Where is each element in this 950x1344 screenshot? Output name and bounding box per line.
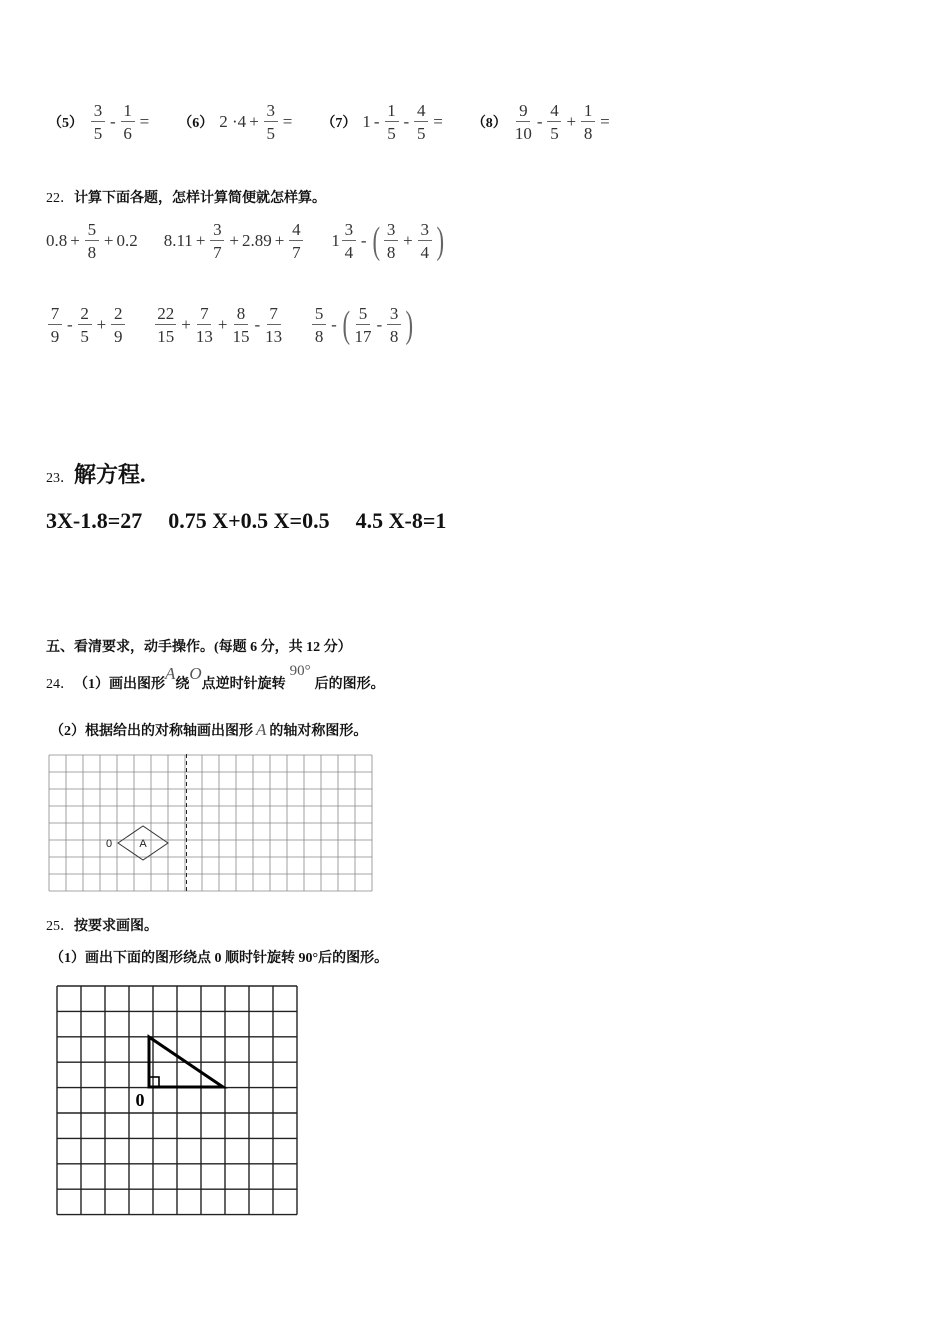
plus-sign: + [70, 231, 80, 250]
fraction: $\frac{1}{8}$ [581, 102, 595, 142]
fraction: $\frac{5}{8}$ [312, 305, 326, 345]
number: 2 ·4 [219, 112, 247, 131]
q24-text-d: 后的图形。 [314, 677, 385, 692]
right-paren: ) [405, 304, 414, 346]
equation-1: 3X-1.8=27 [46, 508, 143, 533]
section-5-title: 五、看清要求，动手操作。(每题 6 分，共 12 分） [46, 640, 352, 655]
grid-diagram-2 [52, 982, 302, 1218]
left-paren: ( [372, 220, 380, 262]
point-o-label: 0 [105, 838, 113, 850]
q24-grid [48, 754, 376, 901]
point-o-label: 0 [135, 1090, 145, 1110]
q25-grid [52, 982, 302, 1223]
minus-sign: - [110, 112, 116, 131]
minus-sign: - [536, 112, 543, 131]
fraction: $\frac{3}{5}$ [264, 102, 278, 142]
q23-heading [46, 458, 146, 489]
equals-sign: = [282, 112, 293, 131]
question-number: 25． [46, 919, 74, 934]
degree-value: 90° [289, 662, 311, 679]
minus-sign: - [360, 231, 367, 250]
q21-label-5: （5） [48, 116, 83, 131]
q24-part-1 [46, 660, 385, 696]
plus-sign: + [249, 112, 259, 131]
q21-label-7: （7） [321, 116, 357, 131]
q24-text-b: 绕 [175, 677, 190, 692]
q25-part-1: （1）画出下面的图形绕点 0 顺时针旋转 90°后的图形。 [50, 951, 389, 966]
number: 1 [331, 231, 340, 250]
symbol-a: A [256, 720, 267, 739]
q25-heading [46, 915, 158, 935]
minus-sign: - [373, 112, 380, 131]
q24-text-e: （2）根据给出的对称轴画出图形 [50, 724, 253, 739]
plus-sign: + [229, 231, 239, 250]
fraction: $\frac{1}{6}$ [121, 102, 135, 142]
fraction: $\frac{2}{5}$ [78, 305, 92, 345]
fraction: $\frac{3}{8}$ [387, 305, 401, 345]
equation-3: 4.5 X-8=1 [355, 508, 447, 533]
question-title: 计算下面各题，怎样计算简便就怎样算。 [74, 191, 326, 206]
symbol-o: O [189, 664, 202, 683]
q21-row [48, 102, 613, 142]
fraction: $\frac{1}{5}$ [385, 102, 399, 142]
minus-sign: - [376, 315, 383, 334]
question-number: 23． [46, 471, 74, 486]
fraction: $\frac{22}{15}$ [157, 304, 175, 346]
number: 1 [362, 112, 371, 131]
q22-row-1 [46, 221, 446, 261]
question-title: 按要求画图。 [74, 919, 158, 934]
q24-text-c: 点逆时针旋转 [201, 677, 286, 692]
grid-lines [49, 755, 372, 891]
minus-sign: - [254, 315, 261, 334]
plus-sign: + [181, 315, 191, 334]
fraction: $\frac{8}{15}$ [232, 304, 250, 346]
fraction: $\frac{3}{4}$ [418, 221, 432, 261]
q22-heading [46, 187, 326, 207]
plus-sign: + [403, 231, 413, 250]
question-title: 解方程. [74, 462, 146, 487]
number: 0.2 [116, 231, 138, 250]
minus-sign: - [403, 112, 410, 131]
plus-sign: + [274, 231, 285, 250]
q24-text-f: 的轴对称图形。 [269, 724, 368, 739]
fraction: $\frac{5}{8}$ [85, 221, 99, 261]
fraction: $\frac{3}{7}$ [210, 221, 224, 261]
q21-label-8: （8） [471, 116, 507, 131]
fraction: $\frac{5}{17}$ [354, 304, 372, 346]
fraction: $\frac{4}{7}$ [289, 221, 303, 261]
minus-sign: - [331, 315, 337, 334]
q24-text-a: （1）画出图形 [74, 677, 165, 692]
plus-sign: + [103, 231, 114, 250]
fraction: $\frac{3}{4}$ [342, 221, 356, 261]
equation-2: 0.75 X+0.5 X=0.5 [168, 508, 330, 533]
fraction: $\frac{7}{13}$ [195, 304, 213, 346]
fraction: $\frac{2}{9}$ [111, 305, 125, 345]
fraction: $\frac{3}{5}$ [91, 102, 105, 142]
number: 0.8 [46, 231, 68, 250]
left-paren: ( [342, 304, 350, 346]
q21-label-6: （6） [178, 116, 214, 131]
grid-lines [57, 986, 297, 1215]
q24-part-2 [50, 720, 367, 740]
q22-row-2 [46, 305, 416, 345]
grid-diagram [48, 754, 376, 896]
equals-sign: = [600, 112, 610, 131]
fraction: $\frac{7}{13}$ [265, 304, 283, 346]
minus-sign: - [67, 315, 73, 334]
number: 8.11 [163, 231, 193, 250]
fraction: $\frac{9}{10}$ [514, 101, 532, 143]
plus-sign: + [195, 231, 206, 250]
equals-sign: = [139, 112, 150, 131]
question-number: 22． [46, 191, 74, 206]
right-paren: ) [436, 220, 444, 262]
plus-sign: + [566, 112, 577, 131]
equals-sign: = [433, 112, 443, 131]
fraction: $\frac{3}{8}$ [384, 221, 398, 261]
number: 2.89 [242, 231, 272, 250]
symbol-a: A [165, 664, 176, 683]
fraction: $\frac{7}{9}$ [48, 305, 62, 345]
question-number: 24． [46, 677, 74, 692]
shape-a-label: A [139, 838, 147, 850]
plus-sign: + [217, 315, 228, 334]
fraction: $\frac{4}{5}$ [414, 102, 428, 142]
fraction: $\frac{4}{5}$ [547, 102, 561, 142]
q23-equations [46, 508, 446, 534]
plus-sign: + [96, 315, 107, 334]
